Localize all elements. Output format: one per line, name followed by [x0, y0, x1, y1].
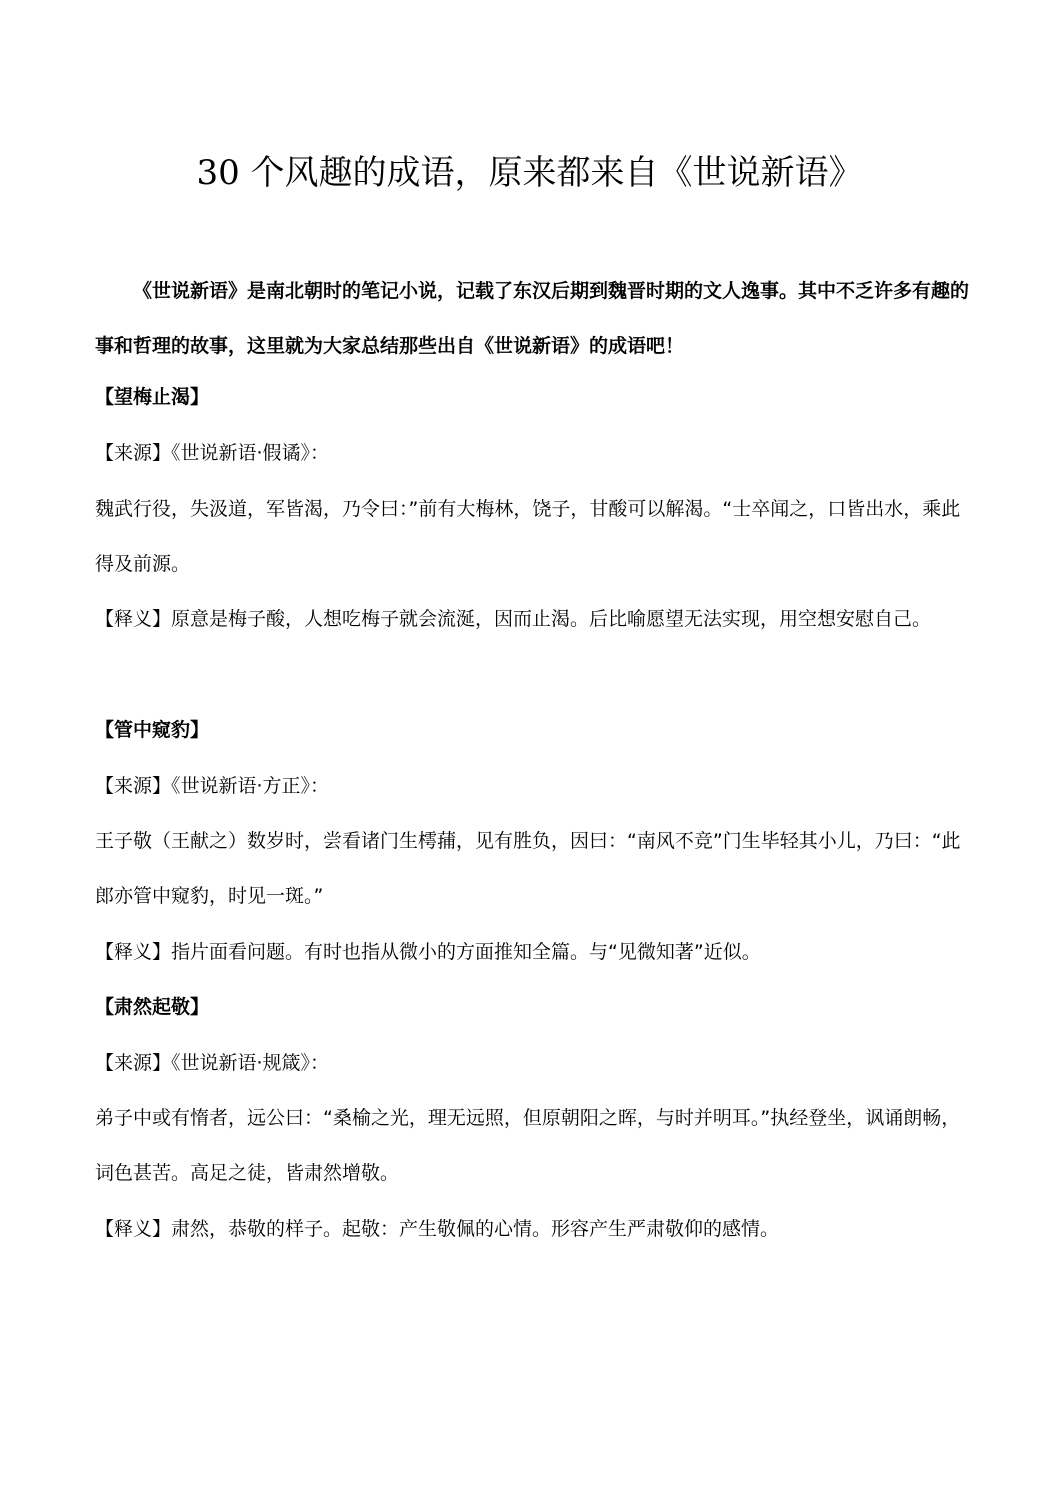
idiom-meaning: 【释义】原意是梅子酸，人想吃梅子就会流涎，因而止渴。后比喻愿望无法实现，用空想安慰自己。 — [95, 608, 932, 630]
page-title: 30 个风趣的成语，原来都来自《世说新语》 — [196, 153, 863, 193]
idiom-meaning: 【释义】指片面看问题。有时也指从微小的方面推知全篇。与“见微知著”近似。 — [95, 941, 761, 963]
idiom-heading: 【望梅止渴】 — [95, 386, 210, 408]
idiom-source: 【来源】《世说新语·假谲》： — [95, 442, 330, 464]
intro-paragraph: 《世说新语》是南北朝时的笔记小说，记载了东汉后期到魏晋时期的文人逸事。其中不乏许多有趣的事和哲理的故事，这里就为大家总结那些出自《世说新语》的成语吧！ — [95, 280, 970, 357]
idiom-source-text: 弟子中或有惰者，远公曰：“桑榆之光，理无远照，但原朝阳之晖，与时并明耳。”执经登坐，讽诵朗畅，词色甚苦。高足之徒，皆肃然增敬。 — [95, 1107, 961, 1184]
idiom-source-text: 魏武行役，失汲道，军皆渴，乃令曰：”前有大梅林，饶子，甘酸可以解渴。“士卒闻之，口皆出水，乘此得及前源。 — [95, 498, 961, 575]
idiom-meaning: 【释义】肃然，恭敬的样子。起敬：产生敬佩的心情。形容产生严肃敬仰的感情。 — [95, 1218, 780, 1240]
idiom-source-text: 王子敬（王献之）数岁时，尝看诸门生樗蒱，见有胜负，因曰：“南风不竞”门生毕轻其小儿，乃曰：“此郎亦管中窥豹，时见一斑。” — [95, 830, 961, 907]
idiom-source: 【来源】《世说新语·规箴》： — [95, 1052, 330, 1074]
idiom-heading: 【肃然起敬】 — [95, 996, 210, 1018]
idiom-heading: 【管中窥豹】 — [95, 719, 210, 741]
idiom-source: 【来源】《世说新语·方正》： — [95, 775, 330, 797]
